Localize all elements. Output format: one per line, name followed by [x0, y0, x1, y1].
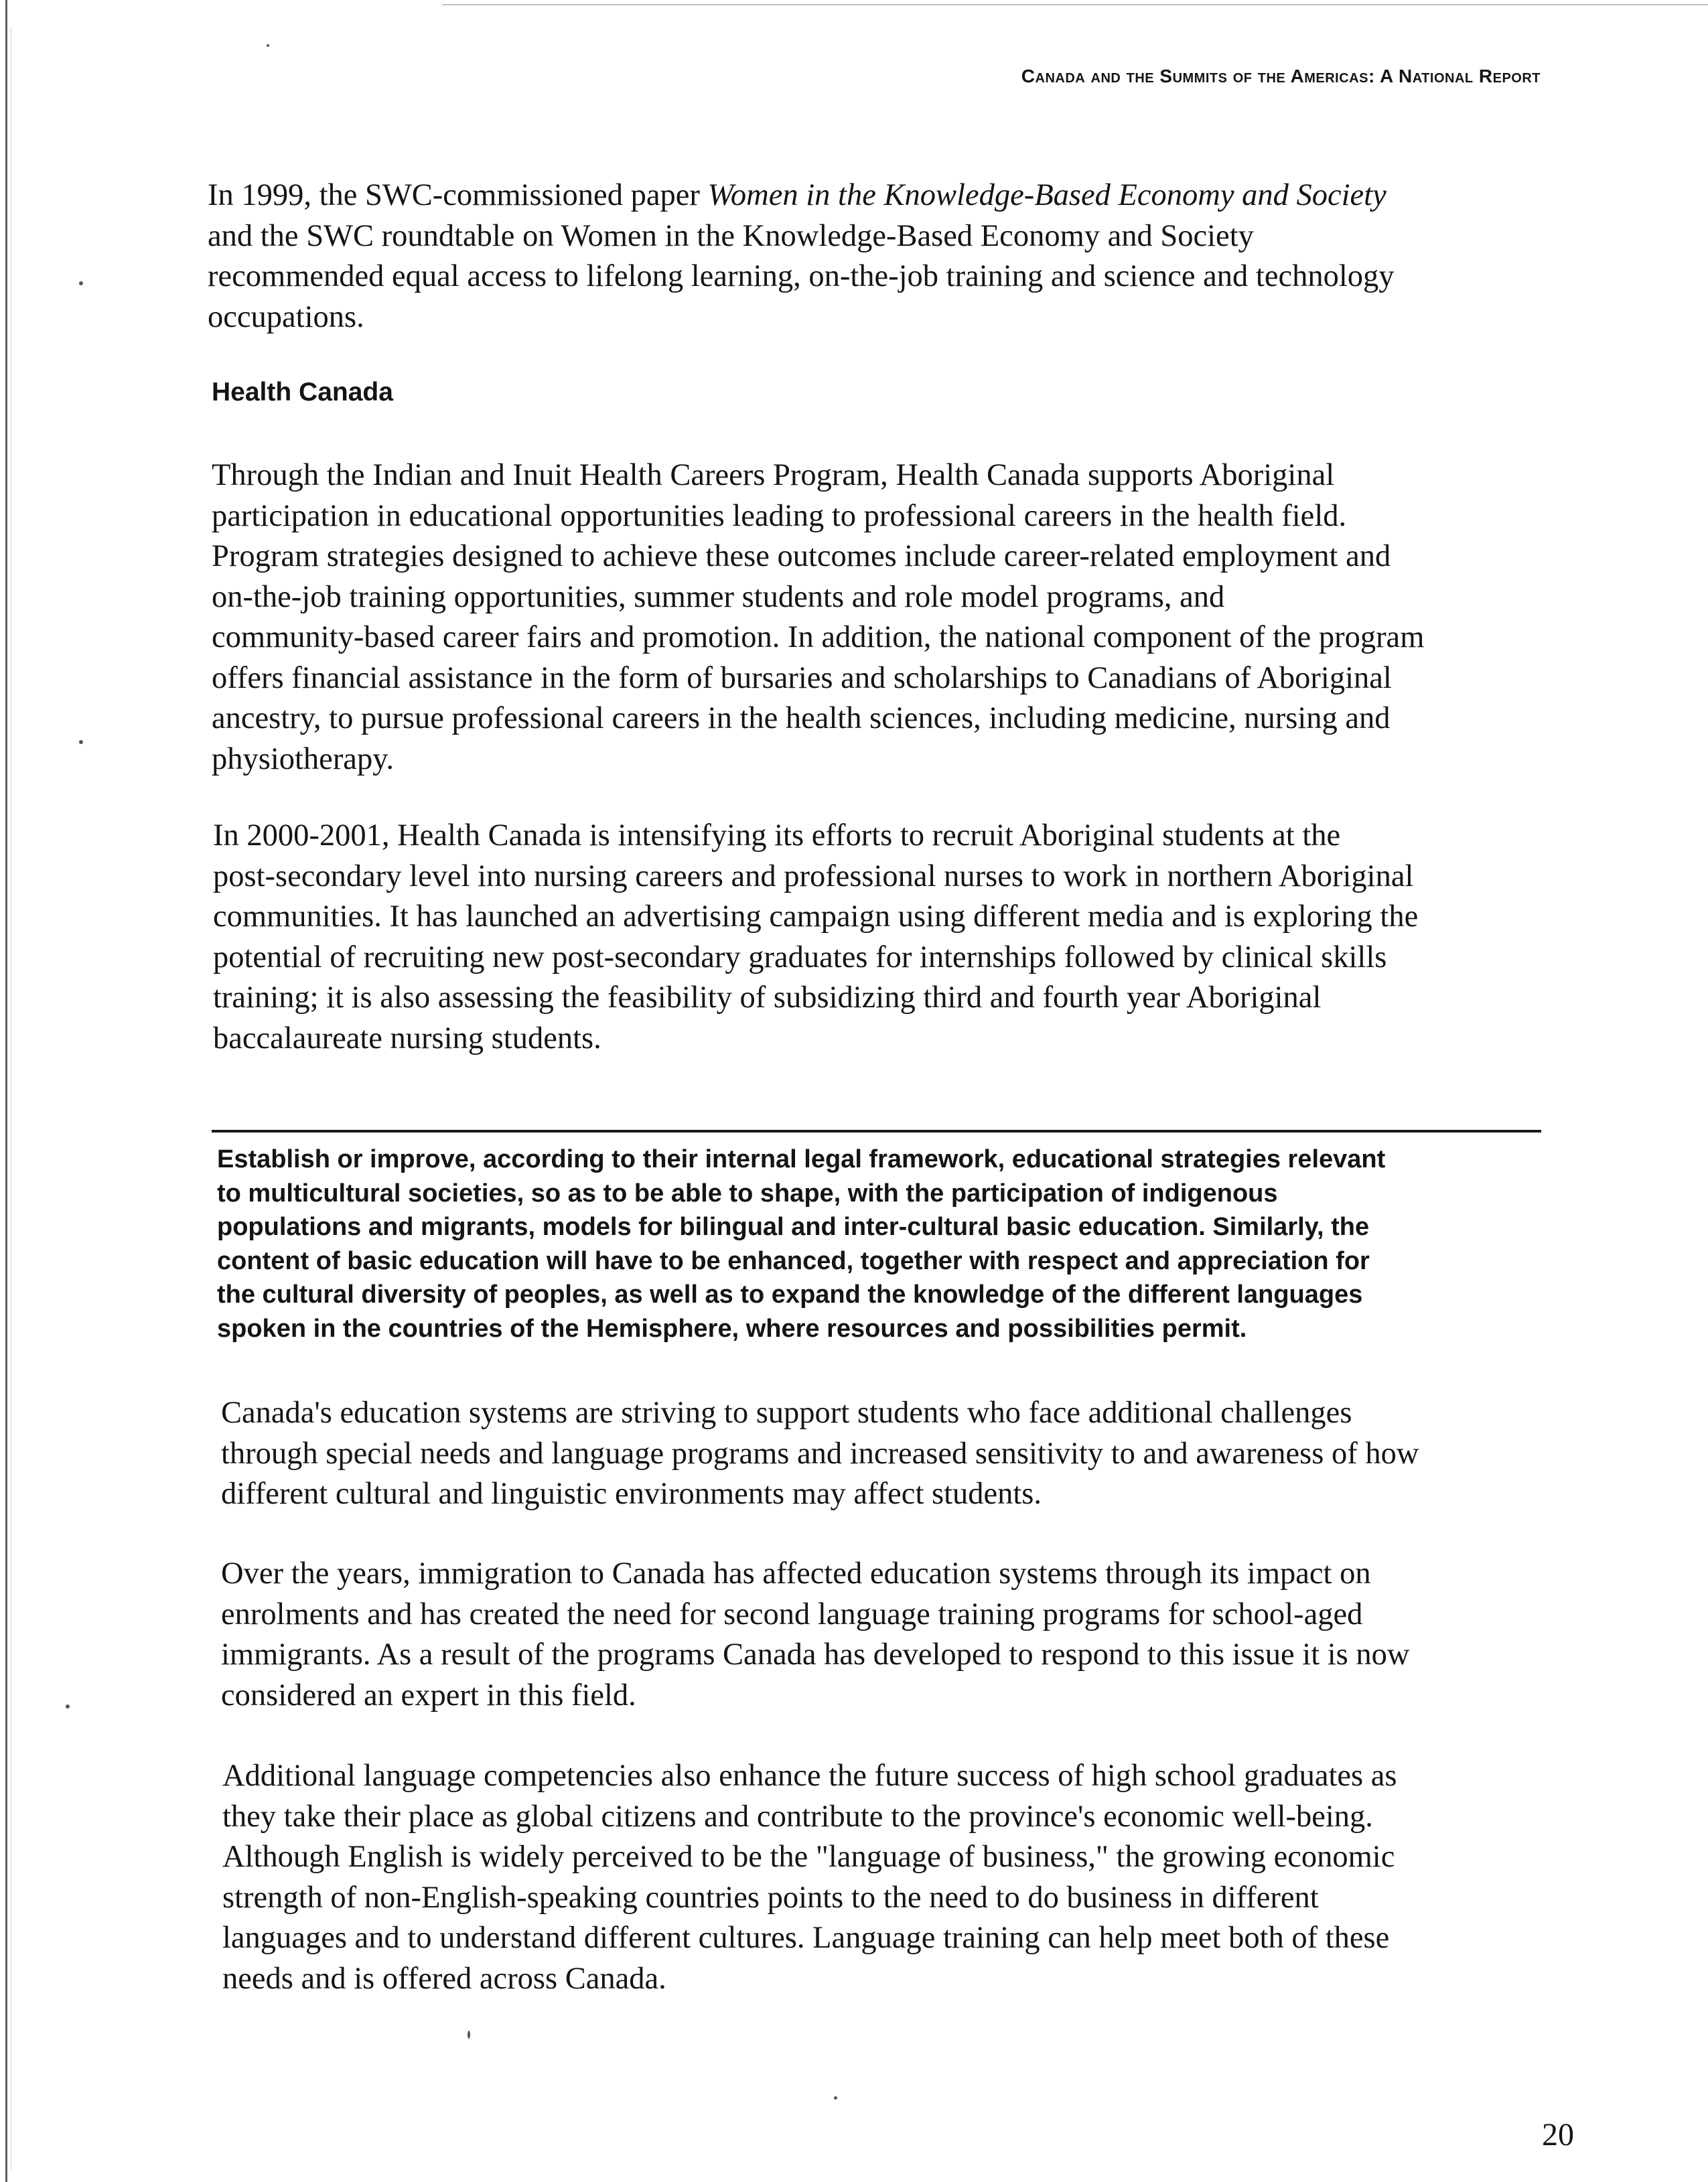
- intro-line-3: recommended equal access to lifelong learning, on-the-job training and science and technology: [208, 259, 1395, 293]
- mandate-line: Establish or improve, according to their internal legal framework, educational strategies relevant: [217, 1145, 1386, 1173]
- paragraph-line: Although English is widely perceived to be the "language of business," the growing economic: [222, 1840, 1395, 1874]
- page-number: 20: [1542, 2117, 1574, 2153]
- scan-speck: [79, 281, 83, 285]
- paragraph-line: ancestry, to pursue professional careers in the health sciences, including medicine, nursing and: [212, 701, 1391, 735]
- paragraph-line: In 2000-2001, Health Canada is intensifying its efforts to recruit Aboriginal students at the: [213, 818, 1341, 853]
- body-paragraph-1: [221, 1393, 1419, 1515]
- scan-speck: [267, 44, 269, 47]
- mandate-line: content of basic education will have to be enhanced, together with respect and appreciation for: [217, 1246, 1370, 1275]
- paragraph-line: participation in educational opportunities leading to professional careers in the health field.: [212, 498, 1347, 533]
- top-scan-rule: [442, 4, 1708, 5]
- paragraph-line: languages and to understand different cultures. Language training can help meet both of these: [222, 1921, 1390, 1955]
- scan-speck: [79, 740, 83, 744]
- scan-edge-line: [5, 0, 7, 2182]
- body-paragraph-2: [221, 1554, 1409, 1716]
- paragraph-line: strength of non-English-speaking countries points to the need to do business in different: [222, 1880, 1319, 1915]
- paragraph-line: Canada's education systems are striving to support students who face additional challenges: [221, 1396, 1352, 1430]
- paragraph-line: immigrants. As a result of the programs Canada has developed to respond to this issue it is now: [221, 1638, 1410, 1672]
- health-canada-paragraph-2: [213, 816, 1418, 1059]
- paper-title: Women in the Knowledge-Based Economy and Society: [707, 178, 1386, 212]
- paragraph-line: offers financial assistance in the form of bursaries and scholarships to Canadians of Aboriginal: [212, 660, 1392, 695]
- body-paragraph-3: [222, 1756, 1397, 1999]
- paragraph-line: Over the years, immigration to Canada has affected education systems through its impact on: [221, 1556, 1371, 1591]
- intro-line-1: [208, 175, 1395, 216]
- paragraph-line: baccalaureate nursing students.: [213, 1021, 601, 1056]
- section-divider: [212, 1130, 1541, 1133]
- scan-speck: [834, 2096, 837, 2100]
- mandate-line: the cultural diversity of peoples, as well as to expand the knowledge of the different languages: [217, 1281, 1363, 1309]
- paragraph-line: potential of recruiting new post-secondary graduates for internships followed by clinical skills: [213, 940, 1387, 974]
- paragraph-line: enrolments and has created the need for second language training programs for school-aged: [221, 1597, 1363, 1631]
- scan-speck: [468, 2031, 470, 2039]
- paragraph-line: on-the-job training opportunities, summer students and role model programs, and: [212, 579, 1225, 614]
- paragraph-line: Additional language competencies also enhance the future success of high school graduates as: [222, 1759, 1397, 1793]
- paragraph-line: Through the Indian and Inuit Health Careers Program, Health Canada supports Aboriginal: [212, 458, 1335, 492]
- intro-paragraph: [208, 175, 1395, 338]
- paragraph-line: communities. It has launched an advertising campaign using different media and is exploring the: [213, 899, 1419, 934]
- paragraph-line: post-secondary level into nursing careers and professional nurses to work in northern Aboriginal: [213, 859, 1414, 893]
- paragraph-line: community-based career fairs and promotion. In addition, the national component of the program: [212, 620, 1425, 654]
- mandate-line: populations and migrants, models for bilingual and inter-cultural basic education. Similarly, the: [217, 1213, 1370, 1241]
- intro-line-1-text: In 1999, the SWC-commissioned paper: [208, 178, 708, 212]
- mandate-text: [217, 1143, 1385, 1345]
- paragraph-line: they take their place as global citizens and contribute to the province's economic well-being.: [222, 1799, 1373, 1834]
- section-heading-health-canada: Health Canada: [212, 378, 393, 407]
- paragraph-line: considered an expert in this field.: [221, 1678, 636, 1713]
- paragraph-line: different cultural and linguistic environments may affect students.: [221, 1477, 1042, 1511]
- paragraph-line: Program strategies designed to achieve these outcomes include career-related employment and: [212, 539, 1391, 573]
- mandate-line: spoken in the countries of the Hemisphere, where resources and possibilities permit.: [217, 1314, 1247, 1343]
- mandate-line: to multicultural societies, so as to be able to shape, with the participation of indigenous: [217, 1179, 1278, 1208]
- intro-line-2: and the SWC roundtable on Women in the Knowledge-Based Economy and Society: [208, 218, 1254, 253]
- scan-speck: [66, 1704, 70, 1708]
- running-header: Canada and the Summits of the Americas: A National Report: [1021, 66, 1541, 86]
- intro-line-4: occupations.: [208, 299, 364, 334]
- paragraph-line: needs and is offered across Canada.: [222, 1961, 666, 1996]
- paragraph-line: physiotherapy.: [212, 741, 395, 776]
- paragraph-line: training; it is also assessing the feasibility of subsidizing third and fourth year Aboriginal: [213, 980, 1322, 1015]
- health-canada-paragraph-1: [212, 455, 1424, 780]
- paragraph-line: through special needs and language programs and increased sensitivity to and awareness of how: [221, 1436, 1419, 1471]
